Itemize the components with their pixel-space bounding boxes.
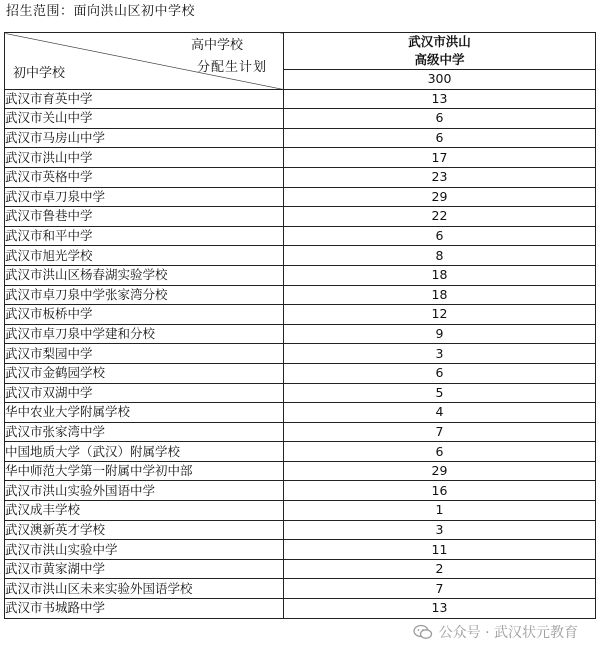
quota-value: 7 [284,579,596,599]
table-row [5,187,596,207]
high-school-name-cell [284,33,596,70]
high-school-name-line2: 高级中学 [414,52,465,67]
middle-school-name: 武汉市鲁巷中学 [5,207,284,227]
table-row [5,285,596,305]
table-row [5,109,596,129]
diagonal-header-cell [5,33,284,90]
quota-value: 22 [284,207,596,227]
middle-school-name: 武汉市卓刀泉中学建和分校 [5,324,284,344]
table-row [5,559,596,579]
middle-school-name: 武汉市张家湾中学 [5,422,284,442]
middle-school-name: 武汉成丰学校 [5,501,284,521]
table-row [5,599,596,619]
quota-value: 17 [284,148,596,168]
quota-value: 18 [284,265,596,285]
table-row [5,520,596,540]
quota-value: 11 [284,540,596,560]
middle-school-name: 武汉市洪山实验中学 [5,540,284,560]
table-row [5,403,596,423]
quota-value: 12 [284,305,596,325]
middle-school-name: 武汉澳新英才学校 [5,520,284,540]
quota-value: 18 [284,285,596,305]
table-row [5,363,596,383]
middle-school-name: 中国地质大学（武汉）附属学校 [5,442,284,462]
middle-school-name: 武汉市洪山区杨春湖实验学校 [5,265,284,285]
table-header-row [5,33,596,70]
table-row [5,461,596,481]
table-row [5,128,596,148]
quota-value: 13 [284,89,596,109]
table-row [5,207,596,227]
middle-school-name: 武汉市洪山中学 [5,148,284,168]
watermark-text: 公众号 · 武汉状元教育 [438,625,578,641]
middle-school-name: 武汉市双湖中学 [5,383,284,403]
middle-school-name: 武汉市洪山区未来实验外国语学校 [5,579,284,599]
table-row [5,148,596,168]
middle-school-name: 武汉市英格中学 [5,167,284,187]
total-quota-cell: 300 [284,70,596,90]
quota-plan-axis-label: 分配生计划 [196,60,267,75]
table-row [5,167,596,187]
quota-value: 9 [284,324,596,344]
high-school-name-line1: 武汉市洪山 [408,34,471,49]
table-row [5,579,596,599]
table-row [5,540,596,560]
middle-school-name: 华中农业大学附属学校 [5,403,284,423]
quota-value: 13 [284,599,596,619]
quota-value: 4 [284,403,596,423]
watermark [409,620,582,644]
middle-school-name: 武汉市板桥中学 [5,305,284,325]
middle-school-name: 武汉市马房山中学 [5,128,284,148]
table-row [5,265,596,285]
quota-value: 1 [284,501,596,521]
high-school-axis-label: 高中学校 [190,38,243,53]
table-row [5,324,596,344]
quota-value: 6 [284,363,596,383]
table-row [5,246,596,266]
quota-value: 16 [284,481,596,501]
table-row [5,442,596,462]
quota-value: 5 [284,383,596,403]
middle-school-name: 武汉市书城路中学 [5,599,284,619]
middle-school-name: 武汉市洪山实验外国语中学 [5,481,284,501]
enrollment-scope-label: 招生范围：面向洪山区初中学校 [6,4,196,19]
middle-school-name: 武汉市梨园中学 [5,344,284,364]
middle-school-name: 武汉市黄家湖中学 [5,559,284,579]
middle-school-name: 武汉市旭光学校 [5,246,284,266]
quota-value: 6 [284,226,596,246]
table-row [5,481,596,501]
table-row [5,501,596,521]
quota-value: 8 [284,246,596,266]
wechat-icon [413,624,433,640]
middle-school-name: 华中师范大学第一附属中学初中部 [5,461,284,481]
table-row [5,226,596,246]
table-row [5,383,596,403]
middle-school-name: 武汉市卓刀泉中学张家湾分校 [5,285,284,305]
quota-value: 6 [284,109,596,129]
middle-school-name: 武汉市卓刀泉中学 [5,187,284,207]
middle-school-name: 武汉市关山中学 [5,109,284,129]
quota-value: 29 [284,187,596,207]
quota-value: 23 [284,167,596,187]
quota-table [4,32,596,619]
quota-value: 2 [284,559,596,579]
middle-school-name: 武汉市金鹤园学校 [5,363,284,383]
quota-value: 29 [284,461,596,481]
quota-value: 6 [284,128,596,148]
quota-value: 3 [284,520,596,540]
table-row [5,422,596,442]
middle-school-name: 武汉市育英中学 [5,89,284,109]
table-row [5,344,596,364]
table-row [5,89,596,109]
middle-school-name: 武汉市和平中学 [5,226,284,246]
quota-value: 7 [284,422,596,442]
quota-value: 3 [284,344,596,364]
middle-school-axis-label: 初中学校 [13,65,66,81]
table-row [5,305,596,325]
quota-value: 6 [284,442,596,462]
